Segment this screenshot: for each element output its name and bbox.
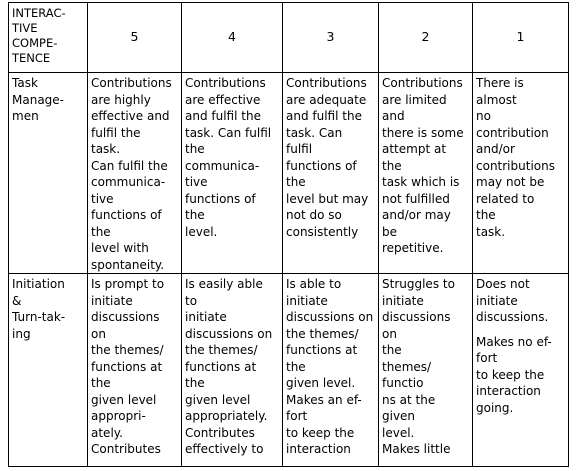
row-label-task-management bbox=[9, 73, 88, 274]
cell-text-line: the bbox=[91, 376, 111, 390]
cell-text-line: to keep the bbox=[476, 367, 545, 382]
cell-text-line: initiate bbox=[382, 293, 424, 308]
header-row bbox=[9, 3, 569, 73]
header-score-1: 1 bbox=[473, 3, 569, 73]
cell-text-line: effectively to bbox=[185, 442, 264, 456]
cell-text-line: the bbox=[185, 376, 205, 390]
cell-text-line: the themes/ bbox=[286, 326, 359, 341]
cell-text-line: appropri- bbox=[91, 409, 146, 423]
cell-text-line: on bbox=[91, 326, 106, 341]
task-management-score-1-cell bbox=[473, 73, 569, 274]
task-management-score-3-cell bbox=[283, 73, 379, 274]
interactive-competence-rubric-table bbox=[8, 2, 569, 467]
task-management-score-4-cell bbox=[182, 73, 283, 274]
cell-text-line: themes/ bbox=[382, 359, 432, 374]
cell-text-line: Contributions bbox=[185, 76, 266, 90]
header-label-line: TIVE bbox=[12, 21, 38, 35]
cell-text-line: not do so bbox=[286, 208, 342, 222]
cell-text-line: are adequate bbox=[286, 92, 367, 107]
cell-text-line: to keep the bbox=[286, 425, 355, 440]
cell-text-line: ing bbox=[12, 326, 31, 341]
cell-text-line: not fulfilled bbox=[382, 191, 450, 206]
initiation-score-3-cell bbox=[283, 274, 379, 467]
cell-text-line: functio bbox=[382, 376, 424, 390]
header-score-2: 2 bbox=[379, 3, 473, 73]
cell-text-line: level but may bbox=[286, 191, 369, 206]
cell-text-line: level. bbox=[185, 224, 218, 239]
cell-text-line: given level bbox=[91, 392, 157, 407]
cell-text-line: There is bbox=[476, 76, 524, 90]
cell-text-line: Can fulfil the bbox=[91, 158, 168, 173]
cell-text-line: Contributes bbox=[185, 425, 255, 440]
cell-text-line: attempt at bbox=[382, 142, 447, 156]
cell-text-line: ately. bbox=[91, 425, 123, 440]
cell-text-line: the bbox=[476, 208, 496, 222]
cell-text-line: initiate bbox=[91, 293, 133, 308]
cell-text-line: Contributions bbox=[286, 76, 367, 90]
cell-text-line: discussions on bbox=[185, 326, 273, 341]
initiation-turn-taking-row bbox=[9, 274, 569, 467]
cell-text-line: no bbox=[476, 109, 491, 123]
cell-text-line: task. Can fulfil bbox=[185, 125, 272, 140]
cell-text-line: Is prompt to bbox=[91, 277, 165, 291]
cell-text-line: and fulfil the bbox=[286, 109, 362, 123]
cell-text-line: initiate bbox=[476, 293, 518, 308]
cell-text-line: fulfil bbox=[286, 142, 313, 156]
header-score-5: 5 bbox=[88, 3, 182, 73]
cell-text-line: task. Can bbox=[286, 125, 343, 140]
cell-text-line: related to bbox=[476, 191, 535, 206]
cell-text-line: the bbox=[382, 158, 402, 173]
cell-text-line: Initiation bbox=[12, 277, 65, 291]
cell-text-line: level with bbox=[91, 241, 149, 255]
cell-text-line: be bbox=[382, 224, 397, 239]
cell-text-line: given level. bbox=[286, 376, 356, 390]
cell-text-line: on bbox=[382, 326, 397, 341]
cell-text-line: the themes/ bbox=[91, 343, 164, 357]
cell-text-line: almost bbox=[476, 92, 517, 107]
cell-text-line: Makes little bbox=[382, 442, 451, 456]
cell-text-line: given level bbox=[185, 392, 251, 407]
cell-text-line: appropriately. bbox=[185, 409, 268, 423]
cell-text-line: & bbox=[12, 293, 22, 308]
cell-text-line: the bbox=[185, 208, 205, 222]
header-label-line: COMPE- bbox=[12, 36, 58, 50]
cell-text-line: interaction bbox=[286, 442, 351, 456]
cell-text-line: consistently bbox=[286, 224, 359, 239]
cell-text-line: going. bbox=[476, 400, 514, 415]
cell-text-line: functions of bbox=[185, 191, 256, 206]
cell-text-line: the bbox=[286, 175, 306, 189]
cell-text-line: Contributes bbox=[91, 442, 161, 456]
cell-text-line: fort bbox=[286, 409, 308, 423]
cell-text-line: functions at bbox=[286, 343, 358, 357]
cell-text-line: functions at bbox=[91, 359, 163, 374]
initiation-score-5-cell bbox=[88, 274, 182, 467]
cell-text-line: the bbox=[382, 343, 402, 357]
task-management-score-5-cell bbox=[88, 73, 182, 274]
cell-text-line: to bbox=[185, 293, 198, 308]
cell-text-line: task which is bbox=[382, 175, 460, 189]
cell-text-line: tive bbox=[185, 175, 208, 189]
cell-text-line: task. bbox=[476, 224, 506, 239]
cell-text-line: initiate bbox=[185, 310, 227, 324]
header-score-3: 3 bbox=[283, 3, 379, 73]
cell-text-line: ns at the bbox=[382, 392, 436, 407]
header-label-line: TENCE bbox=[12, 51, 51, 65]
cell-text-line: the bbox=[286, 359, 306, 374]
cell-text-line: and/or may bbox=[382, 208, 451, 222]
cell-text-line: discussions bbox=[382, 310, 451, 324]
cell-text-line: are highly bbox=[91, 92, 151, 107]
cell-text-line: functions of bbox=[286, 158, 357, 173]
cell-text-line: the themes/ bbox=[185, 343, 258, 357]
header-label-line: INTERAC- bbox=[12, 6, 66, 20]
cell-text-line: Turn-tak- bbox=[12, 310, 66, 324]
cell-text-line: initiate bbox=[286, 293, 328, 308]
cell-text-line: the bbox=[91, 224, 111, 239]
cell-text-line: Does not bbox=[476, 277, 530, 291]
task-management-score-2-cell bbox=[379, 73, 473, 274]
header-score-4: 4 bbox=[182, 3, 283, 73]
initiation-score-4-cell bbox=[182, 274, 283, 467]
cell-text-line: Contributions bbox=[91, 76, 172, 90]
cell-text-line: are limited bbox=[382, 92, 447, 107]
cell-text-line: effective and bbox=[91, 109, 170, 123]
cell-text-line: Task bbox=[12, 76, 38, 90]
cell-text-line: tive bbox=[91, 191, 114, 206]
cell-text-line: Is easily able bbox=[185, 277, 263, 291]
cell-text-line: Makes no ef- bbox=[476, 334, 552, 349]
cell-text-line: interaction bbox=[476, 384, 541, 398]
cell-text-line: may not be bbox=[476, 175, 545, 189]
cell-text-line: Struggles to bbox=[382, 277, 455, 291]
cell-text-line: and bbox=[382, 109, 405, 123]
cell-text-line: discussions on bbox=[286, 310, 374, 324]
cell-text-line: the bbox=[185, 142, 205, 156]
cell-text-line: and/or bbox=[476, 142, 515, 156]
cell-text-line: repetitive. bbox=[382, 241, 444, 255]
cell-text-line: fulfil the bbox=[91, 125, 141, 140]
header-competence-label bbox=[9, 3, 88, 73]
cell-text-line: communica- bbox=[91, 175, 166, 189]
cell-text-line: discussions. bbox=[476, 310, 549, 324]
cell-text-line: discussions bbox=[91, 310, 160, 324]
cell-text-line: Is able to bbox=[286, 277, 342, 291]
cell-text-line: contributions bbox=[476, 158, 555, 173]
cell-text-line: are effective bbox=[185, 92, 261, 107]
cell-text-line: there is some bbox=[382, 125, 464, 140]
cell-text-line: spontaneity. bbox=[91, 257, 165, 272]
cell-text-line: Contributions bbox=[382, 76, 463, 90]
cell-text-line: Manage- bbox=[12, 92, 64, 107]
cell-text-line: given bbox=[382, 409, 416, 423]
row-label-initiation-turn-taking bbox=[9, 274, 88, 467]
cell-text-line: task. bbox=[91, 142, 121, 156]
initiation-score-1-cell bbox=[473, 274, 569, 467]
task-management-row bbox=[9, 73, 569, 274]
cell-text-line: Makes an ef- bbox=[286, 392, 362, 407]
cell-text-line: men bbox=[12, 109, 39, 123]
cell-text-line: and fulfil the bbox=[185, 109, 261, 123]
cell-text-line: contribution bbox=[476, 125, 549, 140]
cell-text-line: fort bbox=[476, 351, 498, 365]
cell-text-line bbox=[476, 326, 565, 334]
initiation-score-2-cell bbox=[379, 274, 473, 467]
cell-text-line: functions of bbox=[91, 208, 162, 222]
cell-text-line: communica- bbox=[185, 158, 260, 173]
cell-text-line: functions at bbox=[185, 359, 257, 374]
cell-text-line: level. bbox=[382, 425, 415, 440]
